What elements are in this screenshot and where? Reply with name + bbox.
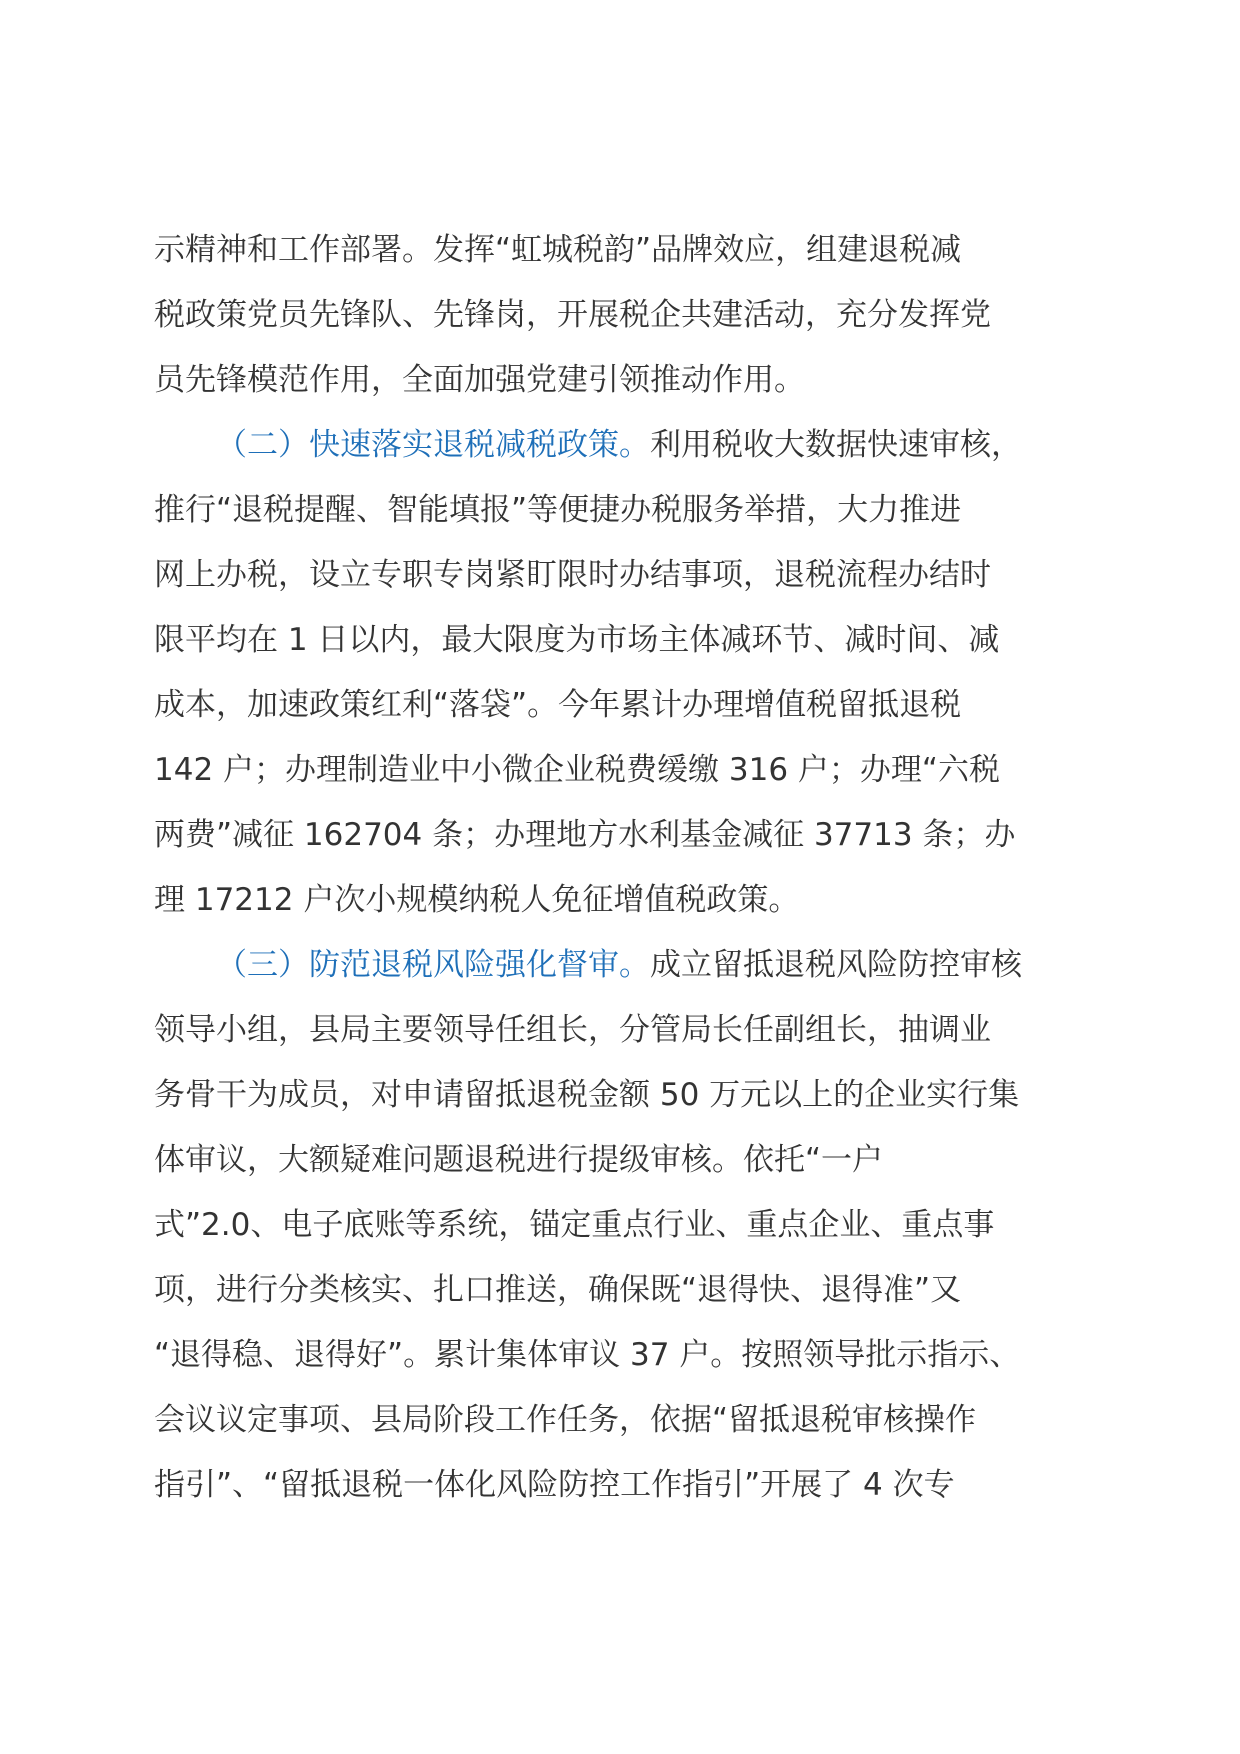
paragraph-line: 项，进行分类核实、扎口推送，确保既“退得快、退得准”又	[154, 1272, 962, 1308]
paragraph-line: 推行“退税提醒、智能填报”等便捷办税服务举措，大力推进	[154, 492, 962, 528]
section-3-first-line	[154, 933, 1114, 998]
paragraph-line: 理 17212 户次小规模纳税人免征增值税政策。	[154, 882, 800, 918]
paragraph-line: 142 户；办理制造业中小微企业税费缓缴 316 户；办理“六税	[154, 752, 1000, 788]
document-body	[154, 218, 1114, 1518]
paragraph-line: 指引”、“留抵退税一体化风险防控工作指引”开展了 4 次专	[154, 1467, 955, 1503]
paragraph-line: 限平均在 1 日以内，最大限度为市场主体减环节、减时间、减	[154, 622, 1000, 658]
paragraph-line: 领导小组，县局主要领导任组长，分管局长任副组长，抽调业	[154, 1012, 991, 1048]
section-2-heading: （二）快速落实退税减税政策。	[216, 427, 650, 463]
paragraph-line: 示精神和工作部署。发挥“虹城税韵”品牌效应，组建退税减	[154, 232, 962, 268]
section-2-text: 利用税收大数据快速审核，	[650, 427, 1022, 463]
paragraph-line: 网上办税，设立专职专岗紧盯限时办结事项，退税流程办结时	[154, 557, 991, 593]
section-2-first-line	[154, 413, 1114, 478]
paragraph-line: 员先锋模范作用，全面加强党建引领推动作用。	[154, 362, 805, 398]
paragraph-line: 务骨干为成员，对申请留抵退税金额 50 万元以上的企业实行集	[154, 1077, 1020, 1113]
paragraph-line: 体审议，大额疑难问题退税进行提级审核。依托“一户	[154, 1142, 884, 1178]
section-3-heading: （三）防范退税风险强化督审。	[216, 947, 650, 983]
paragraph-line: “退得稳、退得好”。累计集体审议 37 户。按照领导批示指示、	[154, 1337, 1021, 1373]
paragraph-line: 会议议定事项、县局阶段工作任务，依据“留抵退税审核操作	[154, 1402, 977, 1438]
paragraph-line: 式”2.0、电子底账等系统，锚定重点行业、重点企业、重点事	[154, 1207, 995, 1243]
paragraph-line: 税政策党员先锋队、先锋岗，开展税企共建活动，充分发挥党	[154, 297, 991, 333]
paragraph-line: 成本，加速政策红利“落袋”。今年累计办理增值税留抵退税	[154, 687, 962, 723]
section-3-text: 成立留抵退税风险防控审核	[650, 947, 1022, 983]
paragraph-line: 两费”减征 162704 条；办理地方水利基金减征 37713 条；办	[154, 817, 1016, 853]
